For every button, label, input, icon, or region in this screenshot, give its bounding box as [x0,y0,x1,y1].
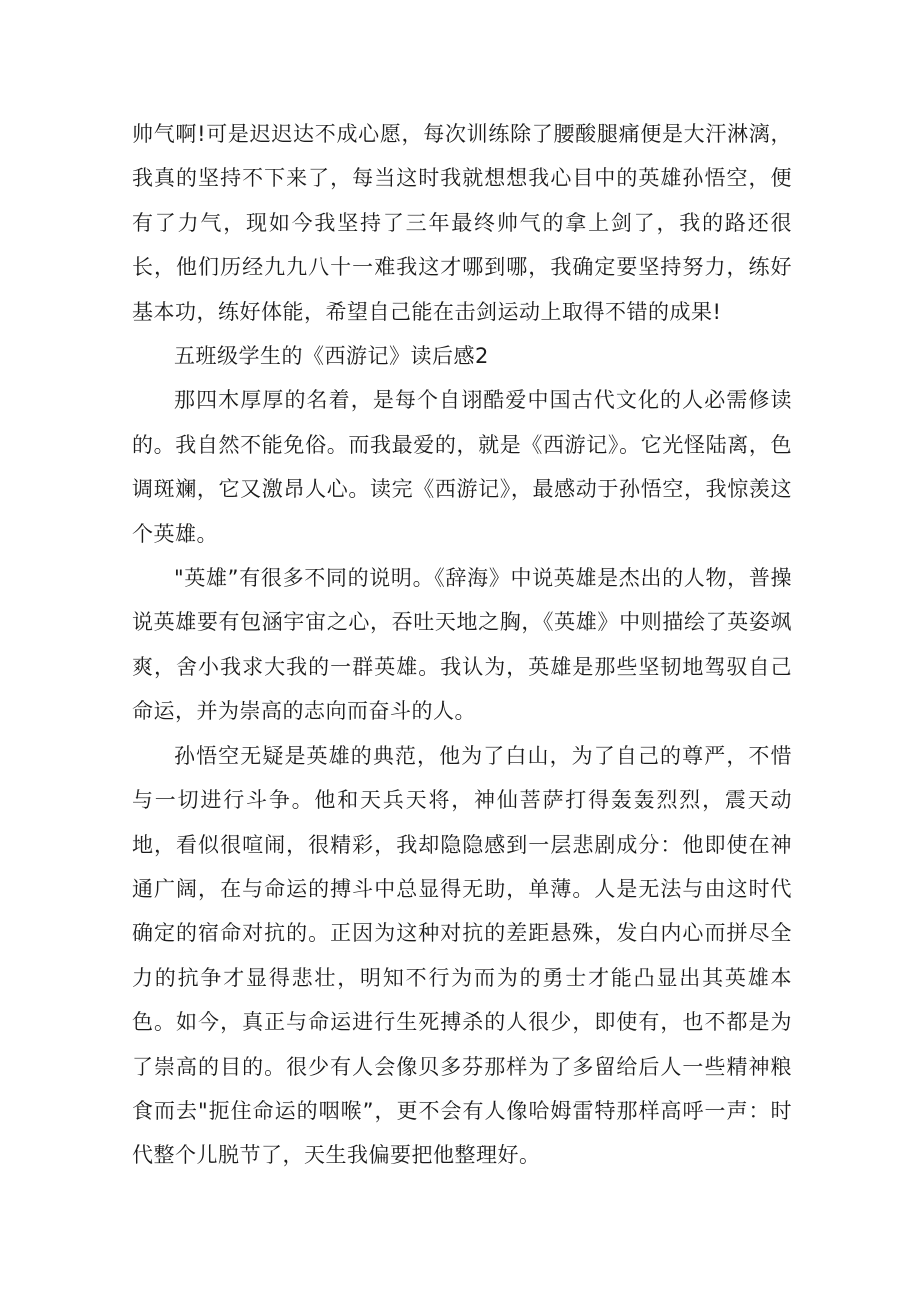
paragraph-2: 那四木厚厚的名着，是每个自诩酷爱中国古代文化的人必需修读的。我自然不能免俗。而我最爱的，就是《西游记》。它光怪陆离，色调斑斓，它又激昂人心。读完《西游记》，最感动于孙悟空，我惊羡这个英雄。 [132,388,792,546]
paragraph-1: 帅气啊!可是迟迟达不成心愿，每次训练除了腰酸腿痛便是大汗淋漓，我真的坚持不下来了，每当这时我就想想我心目中的英雄孙悟空，便有了力气，现如今我坚持了三年最终帅气的拿上剑了，我的路还很长，他们历经九九八十一难我这才哪到哪，我确定要坚持努力，练好基本功，练好体能，希望自己能在击剑运动上取得不错的成果! [132,122,792,324]
document-body [132,112,792,1178]
paragraph-3: "英雄”有很多不同的说明。《辞海》中说英雄是杰出的人物，普操说英雄要有包涵宇宙之心，吞吐天地之胸，《英雄》中则描绘了英姿飒爽，舍小我求大我的一群英雄。我认为，英雄是那些坚韧地驾驭自己命运，并为崇高的志向而奋斗的人。 [132,566,792,724]
section-heading: 五班级学生的《西游记》读后感2 [174,344,489,369]
paragraph-4: 孙悟空无疑是英雄的典范，他为了白山，为了自己的尊严，不惜与一切进行斗争。他和天兵天将，神仙菩萨打得轰轰烈烈，震天动地，看似很喧闹，很精彩，我却隐隐感到一层悲剧成分：他即使在神通广阔，在与命运的搏斗中总显得无助，单薄。人是无法与由这时代确定的宿命对抗的。正因为这种对抗的差距悬殊，发白内心而拼尽全力的抗争才显得悲壮，明知不行为而为的勇士才能凸显出其英雄本色。如今，真正与命运进行生死搏杀的人很少，即使有，也不都是为了崇高的目的。很少有人会像贝多芬那样为了多留给后人一些精神粮食而去"扼住命运的咽喉”，更不会有人像哈姆雷特那样高呼一声：时代整个儿脱节了，天生我偏要把他整理好。 [132,743,792,1168]
